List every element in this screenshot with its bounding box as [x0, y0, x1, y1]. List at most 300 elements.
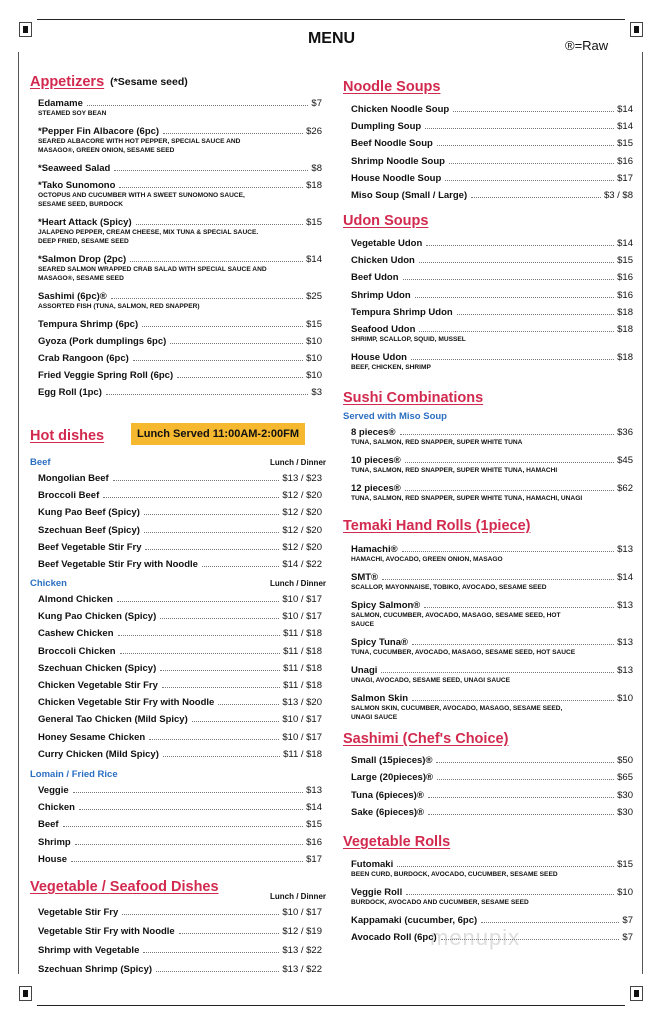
item-price: $13: [617, 600, 633, 611]
menu-item: [30, 961, 322, 980]
item-name: SMT®: [351, 572, 379, 583]
section-title: Udon Soups: [343, 213, 429, 229]
menu-item-row: [38, 591, 322, 605]
item-description: STEAMED SOY BEAN: [38, 110, 107, 117]
dot-leader: [170, 343, 303, 344]
section-title: Hot dishes: [30, 428, 105, 444]
menu-item-row: [351, 752, 633, 766]
menu-item: [343, 321, 633, 349]
menu-item: [343, 912, 633, 929]
menu-item: [30, 625, 322, 642]
menu-item: [30, 834, 322, 851]
dot-leader: [130, 261, 303, 262]
menu-item-row: [351, 884, 633, 898]
menu-item: [343, 884, 633, 912]
item-price: $18: [617, 351, 633, 363]
menu-item-row: [38, 834, 322, 848]
section-heading-sashimi-chef-s-choice: [343, 731, 508, 747]
item-name: General Tao Chicken (Mild Spicy): [38, 714, 188, 726]
item-price: $7: [622, 932, 633, 943]
menu-item-row: [38, 711, 322, 725]
menu-item-row: [351, 787, 633, 801]
item-price: $25: [306, 291, 322, 302]
group-subtitle: Beef: [30, 456, 51, 468]
item-price: $14: [617, 121, 633, 133]
item-name: Szechuan Beef (Spicy): [38, 524, 140, 536]
item-name: *Pepper Fin Albacore (6pc): [38, 126, 160, 137]
item-price: $16: [617, 272, 633, 284]
menu-item: [30, 729, 322, 746]
item-name: Honey Sesame Chicken: [38, 731, 146, 743]
dot-leader: [63, 826, 304, 827]
item-name: Mongolian Beef: [38, 473, 109, 484]
menu-item: [343, 252, 633, 269]
item-price: $26: [306, 126, 322, 137]
menu-group: [30, 95, 322, 401]
item-price: $13: [306, 785, 322, 796]
item-name: Cashew Chicken: [38, 628, 114, 640]
item-price: $15: [617, 255, 633, 267]
menu-item: [30, 177, 322, 214]
item-name: *Salmon Drop (2pc): [38, 254, 127, 265]
left-rule: [18, 52, 19, 974]
menu-item: [343, 269, 633, 286]
dot-leader: [113, 480, 280, 481]
item-name: Tempura Shrimp (6pc): [38, 319, 139, 330]
item-name: Chicken Noodle Soup: [351, 104, 450, 115]
dot-leader: [156, 971, 279, 972]
menu-group-lomain-fried-rice: [30, 766, 322, 868]
item-price: $13: [617, 665, 633, 676]
item-price: $12 / $19: [282, 926, 322, 937]
menu-item-row: [38, 160, 322, 174]
item-price: $10: [306, 353, 322, 364]
item-name: Crab Rangoon (6pc): [38, 353, 129, 364]
menu-group: [30, 888, 326, 980]
menu-item-row: [38, 251, 322, 265]
menu-item: [30, 384, 322, 401]
watermark: menupix: [430, 925, 521, 950]
item-name: Egg Roll (1pc): [38, 387, 102, 398]
dot-leader: [457, 314, 614, 315]
menu-item: [343, 804, 633, 821]
item-description: BEEN CURD, BURDOCK, AVOCADO, CUCUMBER, SESAME SEED: [351, 871, 558, 878]
item-price: $13: [617, 637, 633, 648]
item-price: $10: [306, 370, 322, 381]
menu-item: [343, 634, 633, 662]
dot-leader: [453, 111, 614, 112]
section-title: Sashimi (Chef's Choice): [343, 731, 509, 747]
dot-leader: [145, 549, 279, 550]
menu-group: [343, 856, 633, 946]
item-price: $45: [617, 455, 633, 466]
menu-group: [343, 752, 633, 821]
item-price: $12 / $20: [282, 541, 322, 553]
menu-item: [30, 350, 322, 367]
item-name: *Seaweed Salad: [38, 163, 111, 174]
menu-item-row: [38, 816, 322, 830]
menu-item: [30, 746, 322, 763]
menu-item-row: [351, 597, 633, 611]
item-description: ASSORTED FISH (TUNA, SALMON, RED SNAPPER): [38, 303, 200, 310]
item-name: *Tako Sunomono: [38, 180, 116, 191]
section-title: Noodle Soups: [343, 79, 441, 95]
item-price: $7: [311, 98, 322, 109]
dot-leader: [471, 197, 601, 198]
item-price: $11 / $18: [283, 748, 322, 760]
dot-leader: [441, 939, 620, 940]
item-price: $11 / $18: [283, 679, 322, 691]
item-price: $10 / $17: [282, 731, 322, 743]
dot-leader: [400, 434, 615, 435]
dot-leader: [149, 739, 279, 740]
item-price: $18: [617, 323, 633, 335]
menu-item: [343, 929, 633, 946]
dot-leader: [445, 180, 614, 181]
item-name: Sake (6pieces)®: [351, 806, 425, 818]
item-price: $13: [617, 544, 633, 555]
dot-leader: [437, 145, 614, 146]
item-name: Shrimp: [38, 836, 71, 848]
section-heading-temaki-hand-rolls-1piece: [343, 518, 530, 534]
item-name: Seafood Udon: [351, 323, 416, 335]
item-name: *Heart Attack (Spicy): [38, 217, 132, 228]
section-title: Vegetable Rolls: [343, 834, 451, 850]
menu-item-row: [351, 480, 633, 494]
item-name: Almond Chicken: [38, 594, 113, 605]
group-subtitle: Chicken: [30, 577, 67, 589]
dot-leader: [117, 601, 279, 602]
dot-leader: [106, 394, 309, 395]
item-name: Spicy Salmon®: [351, 600, 421, 611]
dot-leader: [122, 914, 279, 915]
item-price: $14: [617, 104, 633, 115]
item-name: Veggie: [38, 785, 69, 796]
item-name: Hamachi®: [351, 544, 398, 555]
menu-item-row: [38, 729, 322, 743]
menu-item-row: [38, 333, 322, 347]
item-name: Shrimp Udon: [351, 289, 411, 301]
menu-item-row: [38, 316, 322, 330]
dot-leader: [111, 298, 303, 299]
menu-item-row: [38, 799, 322, 813]
item-name: Miso Soup (Small / Large): [351, 189, 468, 201]
item-name: Vegetable Stir Fry with Noodle: [38, 926, 175, 937]
menu-item: [30, 942, 322, 961]
dot-leader: [406, 894, 614, 895]
menu-item-row: [38, 625, 322, 639]
menu-item: [30, 923, 322, 942]
item-description: UNAGI, AVOCADO, SESAME SEED, UNAGI SAUCE: [351, 677, 510, 684]
item-price: $13 / $23: [282, 473, 322, 484]
menu-item: [343, 856, 633, 884]
dot-leader: [426, 245, 614, 246]
dot-leader: [419, 331, 614, 332]
item-description: TUNA, CUCUMBER, AVOCADO, MASAGO, SESAME SEED, HOT SAUCE: [351, 649, 576, 656]
item-description: UNAGI SAUCE: [351, 714, 398, 721]
menu-item: [30, 367, 322, 384]
item-description: OCTOPUS AND CUCUMBER WITH A SWEET SUNOMONO SAUCE,: [38, 192, 245, 199]
dot-leader: [405, 490, 614, 491]
dot-leader: [437, 779, 614, 780]
item-name: Edamame: [38, 98, 83, 109]
item-price: $10: [617, 693, 633, 704]
section-note: (*Sesame seed): [110, 76, 188, 88]
menu-item: [343, 597, 633, 634]
item-price: $30: [617, 789, 633, 801]
item-name: Spicy Tuna®: [351, 637, 408, 648]
menu-item: [30, 214, 322, 251]
item-name: Gyoza (Pork dumplings 6pc): [38, 336, 167, 347]
menu-item-row: [38, 942, 322, 956]
menu-item-row: [38, 177, 322, 191]
raw-legend: ®=Raw: [565, 38, 609, 53]
section-heading-vegetable-rolls: [343, 834, 450, 850]
dot-leader: [419, 262, 614, 263]
item-price: $12 / $20: [282, 524, 322, 536]
menu-item-row: [351, 235, 633, 249]
item-price: $15: [306, 819, 322, 831]
menu-item-row: [38, 608, 322, 622]
item-description: SCALLOP, MAYONNAISE, TOBIKO, AVOCADO, SESAME SEED: [351, 584, 547, 591]
dot-leader: [87, 105, 309, 106]
item-name: Unagi: [351, 665, 378, 676]
dot-leader: [381, 672, 614, 673]
section-heading-hot-dishes: [30, 428, 104, 444]
item-name: Dumpling Soup: [351, 121, 422, 133]
menu-item-row: [38, 350, 322, 364]
item-name: Large (20pieces)®: [351, 772, 433, 784]
dot-leader: [71, 861, 303, 862]
dot-leader: [428, 797, 614, 798]
menu-item-row: [351, 153, 633, 167]
item-price: $14: [617, 238, 633, 249]
item-name: Vegetable Udon: [351, 238, 423, 249]
item-description: MASAGO®, SESAME SEED: [38, 275, 124, 282]
menu-item: [30, 816, 322, 833]
corner-marker-bottom-right: [630, 986, 643, 1001]
item-price: $62: [617, 483, 633, 494]
menu-item-row: [38, 95, 322, 109]
item-name: 12 pieces®: [351, 483, 401, 494]
item-price: $7: [622, 915, 633, 926]
item-description: SEARED ALBACORE WITH HOT PEPPER, SPECIAL SAUCE AND: [38, 138, 241, 145]
dot-leader: [397, 866, 614, 867]
menu-item-row: [38, 487, 322, 501]
item-description: TUNA, SALMON, RED SNAPPER, SUPER WHITE TUNA, HAMACHI: [351, 467, 558, 474]
dot-leader: [143, 952, 279, 953]
menu-item-row: [38, 214, 322, 228]
dot-leader: [144, 532, 279, 533]
top-rule: [37, 19, 625, 20]
item-price: $10: [617, 887, 633, 898]
menu-item-row: [38, 677, 322, 691]
menu-item-row: [351, 912, 633, 926]
menu-item: [30, 333, 322, 350]
menu-item-row: [351, 690, 633, 704]
item-price: $14: [617, 572, 633, 583]
menu-item-row: [351, 118, 633, 132]
menu-item-row: [38, 904, 322, 918]
item-price: $11 / $18: [283, 628, 322, 640]
menu-item-row: [351, 187, 633, 201]
dot-leader: [202, 566, 279, 567]
menu-item-row: [351, 269, 633, 283]
menu-item: [30, 251, 322, 288]
item-name: Avocado Roll (6pc): [351, 932, 437, 943]
group-header: [30, 575, 326, 591]
section-heading-sushi-combinations: [343, 390, 483, 406]
item-price: $3: [311, 387, 322, 398]
menu-item-row: [351, 304, 633, 318]
menu-item: [30, 851, 322, 868]
item-price: $16: [617, 289, 633, 301]
dot-leader: [449, 163, 614, 164]
menu-item: [343, 752, 633, 769]
menu-item: [30, 904, 322, 923]
item-price: $11 / $18: [283, 645, 322, 657]
dot-leader: [424, 607, 614, 608]
item-name: Szechuan Shrimp (Spicy): [38, 964, 153, 975]
dot-leader: [73, 792, 304, 793]
dot-leader: [218, 704, 279, 705]
menu-item: [343, 101, 633, 118]
item-price: $13 / $22: [282, 945, 322, 956]
menu-item: [30, 316, 322, 333]
item-price: $10 / $17: [282, 907, 322, 918]
item-price: $15: [617, 138, 633, 150]
menu-item-row: [38, 643, 322, 657]
menu-item: [343, 304, 633, 321]
menu-group-beef: [30, 454, 326, 573]
right-rule: [642, 52, 643, 974]
menu-item-row: [38, 288, 322, 302]
menu-item: [343, 769, 633, 786]
menu-item: [30, 711, 322, 728]
dot-leader: [133, 360, 303, 361]
group-header: [30, 766, 322, 782]
item-price: $8: [311, 163, 322, 174]
item-description: TUNA, SALMON, RED SNAPPER, SUPER WHITE TUNA: [351, 439, 523, 446]
menu-item-row: [38, 539, 322, 553]
item-description: HAMACHI, AVOCADO, GREEN ONION, MASAGO: [351, 556, 503, 563]
item-description: BEEF, CHICKEN, SHRIMP: [351, 363, 431, 371]
item-price: $3 / $8: [603, 189, 633, 201]
item-name: Beef Udon: [351, 272, 399, 284]
item-name: Broccoli Beef: [38, 490, 100, 502]
item-name: 8 pieces®: [351, 427, 396, 438]
menu-item-row: [38, 522, 322, 536]
item-name: Futomaki: [351, 859, 394, 870]
menu-item-row: [351, 135, 633, 149]
menu-item-row: [351, 634, 633, 648]
menu-item-row: [351, 662, 633, 676]
item-price: $30: [617, 806, 633, 818]
menu-item: [30, 799, 322, 816]
menu-item: [30, 539, 322, 556]
item-price: $12 / $20: [282, 490, 322, 502]
menu-item: [343, 170, 633, 187]
menu-item-row: [351, 252, 633, 266]
item-price: $15: [617, 859, 633, 870]
item-price: $17: [617, 172, 633, 184]
menu-item-row: [351, 424, 633, 438]
dot-leader: [119, 187, 303, 188]
dot-leader: [103, 497, 279, 498]
menu-item: [343, 541, 633, 569]
menu-item-row: [351, 769, 633, 783]
item-name: Kung Pao Beef (Spicy): [38, 507, 140, 519]
group-header: [30, 888, 326, 904]
menu-item-row: [351, 804, 633, 818]
menu-group: [343, 541, 633, 727]
dot-leader: [412, 644, 614, 645]
dot-leader: [79, 809, 303, 810]
dot-leader: [120, 653, 280, 654]
item-price: $18: [306, 180, 322, 191]
item-price: $14: [306, 802, 322, 814]
menu-item: [343, 452, 633, 480]
menu-item: [30, 95, 322, 123]
menu-item: [30, 591, 322, 608]
section-title: Sushi Combinations: [343, 390, 484, 406]
item-description: SALMON, CUCUMBER, AVOCADO, MASAGO, SESAME SEED, HOT: [351, 612, 561, 619]
menu-item: [343, 662, 633, 690]
menu-item: [343, 153, 633, 170]
menu-item-row: [351, 856, 633, 870]
item-name: Salmon Skin: [351, 693, 409, 704]
dot-leader: [405, 462, 614, 463]
group-subtitle: Lomain / Fried Rice: [30, 768, 118, 780]
menu-item: [30, 643, 322, 660]
corner-marker-bottom-left: [19, 986, 32, 1001]
price-column-header: Lunch / Dinner: [270, 891, 326, 901]
dot-leader: [162, 687, 280, 688]
menu-item: [343, 235, 633, 252]
menu-item-row: [38, 961, 322, 975]
item-description: SHRIMP, SCALLOP, SQUID, MUSSEL: [351, 335, 466, 343]
item-price: $16: [306, 836, 322, 848]
menu-item-row: [38, 923, 322, 937]
menu-item: [30, 677, 322, 694]
item-price: $65: [617, 772, 633, 784]
item-name: House Udon: [351, 351, 407, 363]
menu-item-row: [38, 470, 322, 484]
item-name: Tempura Shrimp Udon: [351, 306, 453, 318]
item-name: Chicken Vegetable Stir Fry: [38, 679, 158, 691]
item-name: Beef Noodle Soup: [351, 138, 433, 150]
menu-item: [30, 522, 322, 539]
menu-item-row: [351, 349, 633, 363]
item-price: $10 / $17: [282, 611, 322, 623]
item-name: 10 pieces®: [351, 455, 401, 466]
menu-item: [343, 569, 633, 597]
dot-leader: [428, 814, 614, 815]
item-price: $36: [617, 427, 633, 438]
menu-item: [343, 349, 633, 377]
menu-item-row: [38, 851, 322, 865]
menu-item: [30, 694, 322, 711]
menu-item: [343, 135, 633, 152]
item-description: SESAME SEED, BURDOCK: [38, 201, 123, 208]
menu-item: [343, 787, 633, 804]
menu-item: [30, 487, 322, 504]
menu-item-row: [351, 452, 633, 466]
item-price: $50: [617, 755, 633, 766]
dot-leader: [415, 297, 615, 298]
dot-leader: [114, 170, 308, 171]
item-name: Shrimp with Vegetable: [38, 945, 140, 956]
